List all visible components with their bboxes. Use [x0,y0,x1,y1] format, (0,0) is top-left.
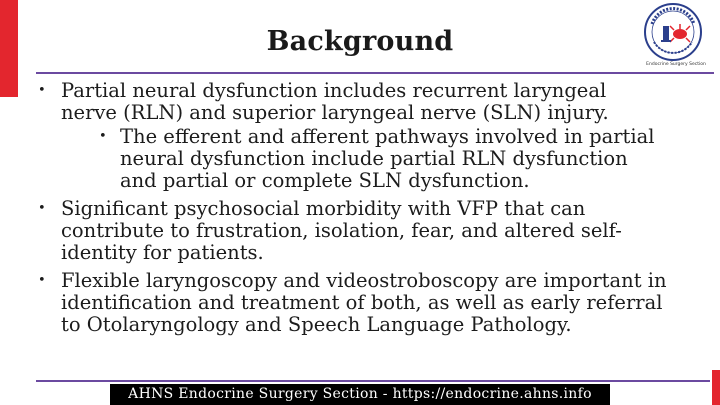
bullet-marker: • [38,273,46,288]
bullet-list [38,80,668,342]
bullet-item [38,198,668,264]
bullet-marker: • [38,201,46,216]
bullet-text: Significant psychosocial morbidity with VFP that can contribute to frustration, isolation, fear, and altered self-identity for patients. [61,197,622,264]
sub-bullet-text: The efferent and afferent pathways involved in partial neural dysfunction include partial RLN dysfunction and partial or complete SLN dysfunction. [120,125,655,192]
bullet-item [38,80,668,192]
section-logo-icon [640,2,706,62]
right-accent-bar [712,370,720,405]
bullet-marker: • [99,129,107,144]
logo-caption: Endocrine Surgery Section [646,62,706,67]
bullet-item [38,270,668,336]
footer-text: AHNS Endocrine Surgery Section - https://endocrine.ahns.info [128,386,592,402]
bullet-marker: • [38,83,46,98]
bullet-text: Flexible laryngoscopy and videostroboscopy are important in identification and treatment of both, as well as early referral to Otolaryngology and Speech Language Pathology. [61,269,667,336]
bullet-text: Partial neural dysfunction includes recurrent laryngeal nerve (RLN) and superior laryngeal nerve (SLN) injury. [61,79,609,124]
sub-bullet-item [61,126,668,192]
footer-divider [36,380,710,382]
title-divider [36,72,714,74]
slide-title: Background [266,26,454,57]
